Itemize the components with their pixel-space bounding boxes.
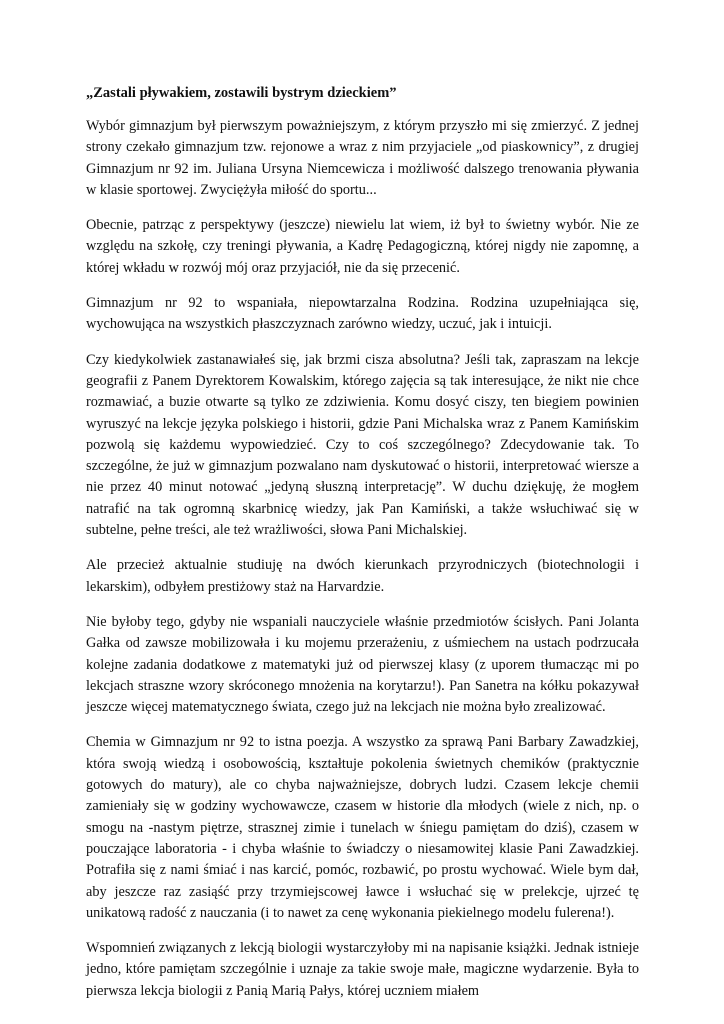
paragraph-perspective: Obecnie, patrząc z perspektywy (jeszcze) niewielu lat wiem, iż był to świetny wybór. Nie ze względu na szkołę, czy treningi pływania, a Kadrę Pedagogiczną, której nigdy nie zapomnę, a której wkładu w rozwój mój oraz przyjaciół, nie da się przecenić. [86, 217, 639, 276]
paragraph-humanities-teachers: Czy kiedykolwiek zastanawiałeś się, jak brzmi cisza absolutna? Jeśli tak, zapraszam na lekcje geografii z Panem Dyrektorem Kowalskim, którego zajęcia są tak interesujące, że nikt nie chce rozmawiać, a buzie otwarte są tylko ze zdziwienia. Komu dosyć ciszy, ten biegiem powinien wyruszyć na lekcje języka polskiego i historii, gdzie Pani Michalska wraz z Panem Kamińskim pozwolą się każdemu wypowiedzieć. Czy to coś szczególnego? Zdecydowanie tak. To szczególne, że już w gimnazjum pozwalano nam dyskutować o historii, interpretować wiersze a nie przez 40 minut notować „jedyną słuszną interpretację”. W duchu dziękuję, że mogłem natrafić na tak ogromną skarbnicę wiedzy, jak Pan Kamiński, a także wsłuchiwać się w subtelne, pełne treści, ale też wrażliwości, słowa Pani Michalskiej. [86, 351, 639, 539]
paragraph-gimnazjum-choice: Wybór gimnazjum był pierwszym poważniejszym, z którym przyszło mi się zmierzyć. Z jednej strony czekało gimnazjum tzw. rejonowe a wraz z nim przyjaciele „od piaskownicy”, z drugiej Gimnazjum nr 92 im. Juliana Ursyna Niemcewicza i możliwość dalszego trenowania pływania w klasie sportowej. Zwyciężyła miłość do sportu... [86, 118, 639, 198]
paragraph-biology: Wspomnień związanych z lekcją biologii wystarczyłoby mi na napisanie książki. Jednak istnieje jedno, które pamiętam szczególnie i uznaje za takie swoje małe, magiczne wydarzenie. Była to pierwsza lekcja biologii z Panią Marią Pałys, której uczniem miałem [86, 940, 639, 999]
document-body [86, 84, 639, 1016]
paragraph-math-teachers: Nie byłoby tego, gdyby nie wspaniali nauczyciele właśnie przedmiotów ścisłych. Pani Jolanta Gałka od zawsze mobilizowała i ku mojemu przerażeniu, z uśmiechem na ustach podrzucała kolejne zadania dodatkowe z matematyki już od pierwszej klasy (z uporem tłumacząc mi po lekcjach straszne wzory skróconego mnożenia na korytarzu!). Pan Sanetra na kółku pokazywał jeszcze więcej matematycznego świata, czego już na lekcjach nie można było zrealizować. [86, 613, 639, 716]
document-title: „Zastali pływakiem, zostawili bystrym dzieckiem” [86, 85, 397, 101]
paragraph-studies: Ale przecież aktualnie studiuję na dwóch kierunkach przyrodniczych (biotechnologii i lekarskim), odbyłem prestiżowy staż na Harvardzie. [86, 557, 639, 595]
paragraph-chemistry: Chemia w Gimnazjum nr 92 to istna poezja. A wszystko za sprawą Pani Barbary Zawadzkiej, która swoją wiedzą i osobowością, kształtuje pokolenia świetnych chemików (praktycznie gotowych do matury), ale co chyba najważniejsze, dobrych ludzi. Czasem lekcje chemii zamieniały się w godziny wychowawcze, czasem w historie dla młodych (wiele z nich, np. o smogu na -nastym piętrze, strasznej zimie i tunelach w śniegu pamiętam do dziś), czasem w pouczające laboratoria - i chyba właśnie to świadczy o niesamowitej klasie Pani Zawadzkiej. Potrafiła się z nami śmiać i nas karcić, pomóc, rozbawić, po prostu wychować. Wiele bym dał, aby jeszcze raz zasiąść przy trzymiejscowej ławce i wsłuchać się w prelekcje, ujrzeć tę unikatową radość z nauczania (i to nawet za cenę wykonania piekielnego modelu fulerena!). [86, 734, 639, 921]
paragraph-family: Gimnazjum nr 92 to wspaniała, niepowtarzalna Rodzina. Rodzina uzupełniająca się, wychowująca na wszystkich płaszczyznach zarówno wiedzy, uczuć, jak i intuicji. [86, 295, 639, 333]
